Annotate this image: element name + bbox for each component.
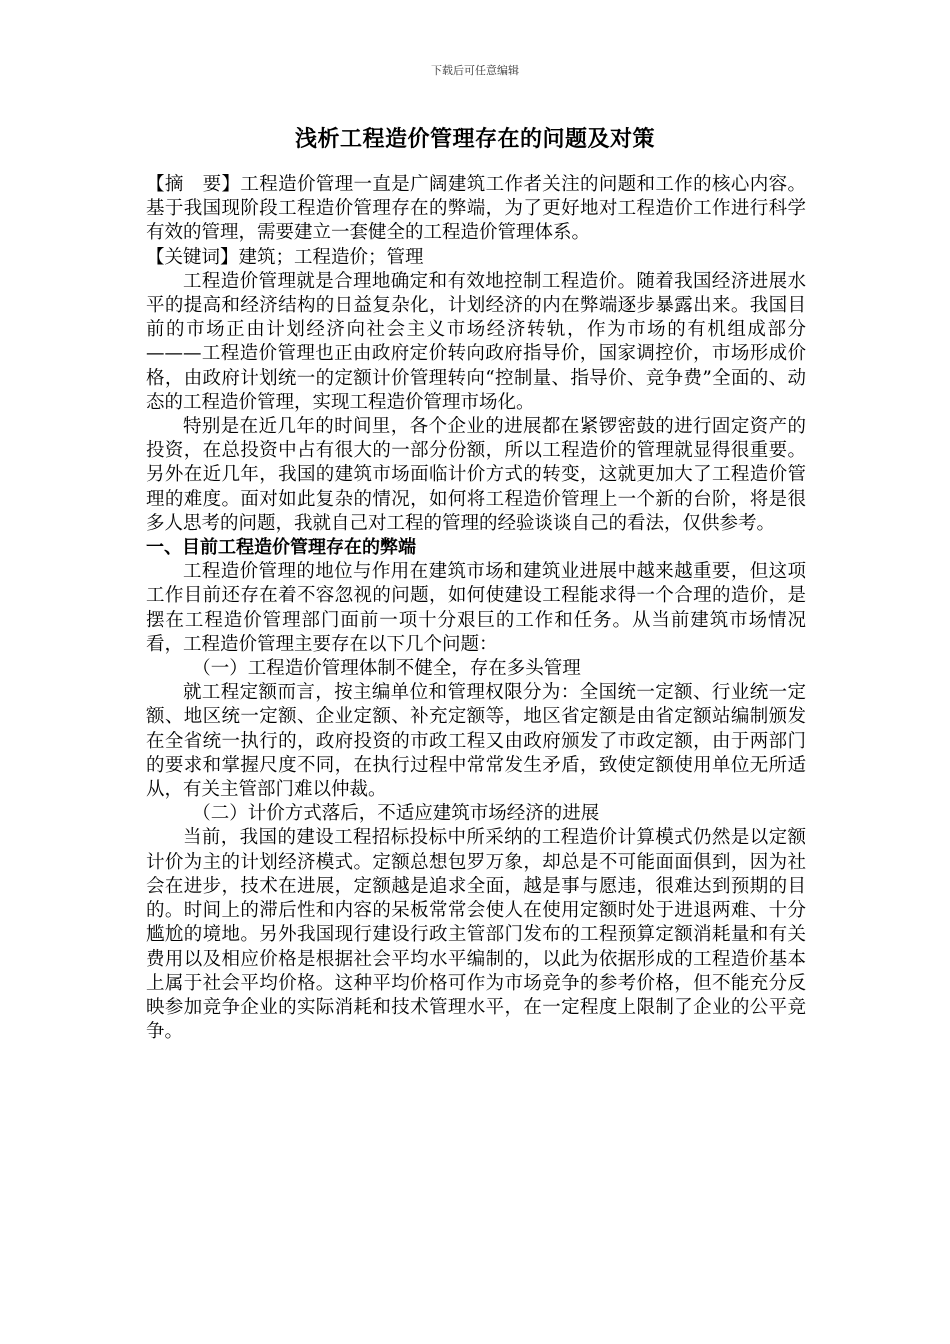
abstract-text: 工程造价管理一直是广阔建筑工作者关注的问题和工作的核心内容。基于我国现阶段工程造价管理存在的弊端，为了更好地对工程造价工作进行科学有效的管理，需要建立一套健全的工程造价管理体系。 — [146, 174, 806, 244]
subsection-2-paragraph: 当前，我国的建设工程招标投标中所采纳的工程造价计算模式仍然是以定额计价为主的计划经济模式。定额总想包罗万象，却总是不可能面面俱到，因为社会在进步，技术在进展，定额越是追求全面，越是事与愿违，很难达到预期的目的。时间上的滞后性和内容的呆板常常会使人在使用定额时处于进退两难、十分尴尬的境地。另外我国现行建设行政主管部门发布的工程预算定额消耗量和有关费用以及相应价格是根据社会平均水平编制的，以此为依据形成的工程造价基本上属于社会平均价格。这种平均价格可作为市场竞争的参考价格，但不能充分反映参加竞争企业的实际消耗和技术管理水平，在一定程度上限制了企业的公平竞争。 — [146, 827, 806, 1043]
abstract-paragraph — [146, 173, 806, 246]
abstract-label: 【摘 要】 — [146, 174, 241, 195]
header-note: 下载后可任意编辑 — [431, 64, 519, 77]
section-1-heading: 一、目前工程造价管理存在的弊端 — [146, 537, 416, 559]
subsection-2-heading: （二）计价方式落后，不适应建筑市场经济的进展 — [192, 803, 600, 825]
keywords-text: 建筑；工程造价；管理 — [238, 246, 424, 268]
intro-paragraph-1: 工程造价管理就是合理地确定和有效地控制工程造价。随着我国经济进展水平的提高和经济结构的日益复杂化，计划经济的内在弊端逐步暴露出来。我国目前的市场正由计划经济向社会主义市场经济转轨，作为市场的有机组成部分———工程造价管理也正由政府定价转向政府指导价，国家调控价，市场形成价格，由政府计划统一的定额计价管理转向“控制量、指导价、竞争费”全面的、动态的工程造价管理，实现工程造价管理市场化。 — [146, 270, 806, 413]
section-1-paragraph: 工程造价管理的地位与作用在建筑市场和建筑业进展中越来越重要，但这项工作目前还存在着不容忽视的问题，如何使建设工程能求得一个合理的造价，是摆在工程造价管理部门面前一项十分艰巨的工作和任务。从当前建筑市场情况看，工程造价管理主要存在以下几个问题： — [146, 561, 806, 655]
document-body — [146, 173, 806, 1044]
intro-paragraph-2: 特别是在近几年的时间里，各个企业的进展都在紧锣密鼓的进行固定资产的投资，在总投资中占有很大的一部分份额，所以工程造价的管理就显得很重要。另外在近几年，我国的建筑市场面临计价方式的转变，这就更加大了工程造价管理的难度。面对如此复杂的情况，如何将工程造价管理上一个新的台阶，将是很多人思考的问题，我就自己对工程的管理的经验谈谈自己的看法，仅供参考。 — [146, 416, 806, 534]
keywords-label: 【关键词】 — [146, 246, 239, 268]
document-title: 浅析工程造价管理存在的问题及对策 — [294, 126, 655, 152]
subsection-1-paragraph: 就工程定额而言，按主编单位和管理权限分为：全国统一定额、行业统一定额、地区统一定额、企业定额、补充定额等，地区省定额是由省定额站编制颁发在全省统一执行的，政府投资的市政工程又由政府颁发了市政定额，由于两部门的要求和掌握尺度不同，在执行过程中常常发生矛盾，致使定额使用单位无所适从，有关主管部门难以仲裁。 — [146, 682, 806, 801]
subsection-1-heading: （一）工程造价管理体制不健全，存在多头管理 — [192, 658, 581, 680]
keywords-paragraph — [146, 246, 806, 270]
